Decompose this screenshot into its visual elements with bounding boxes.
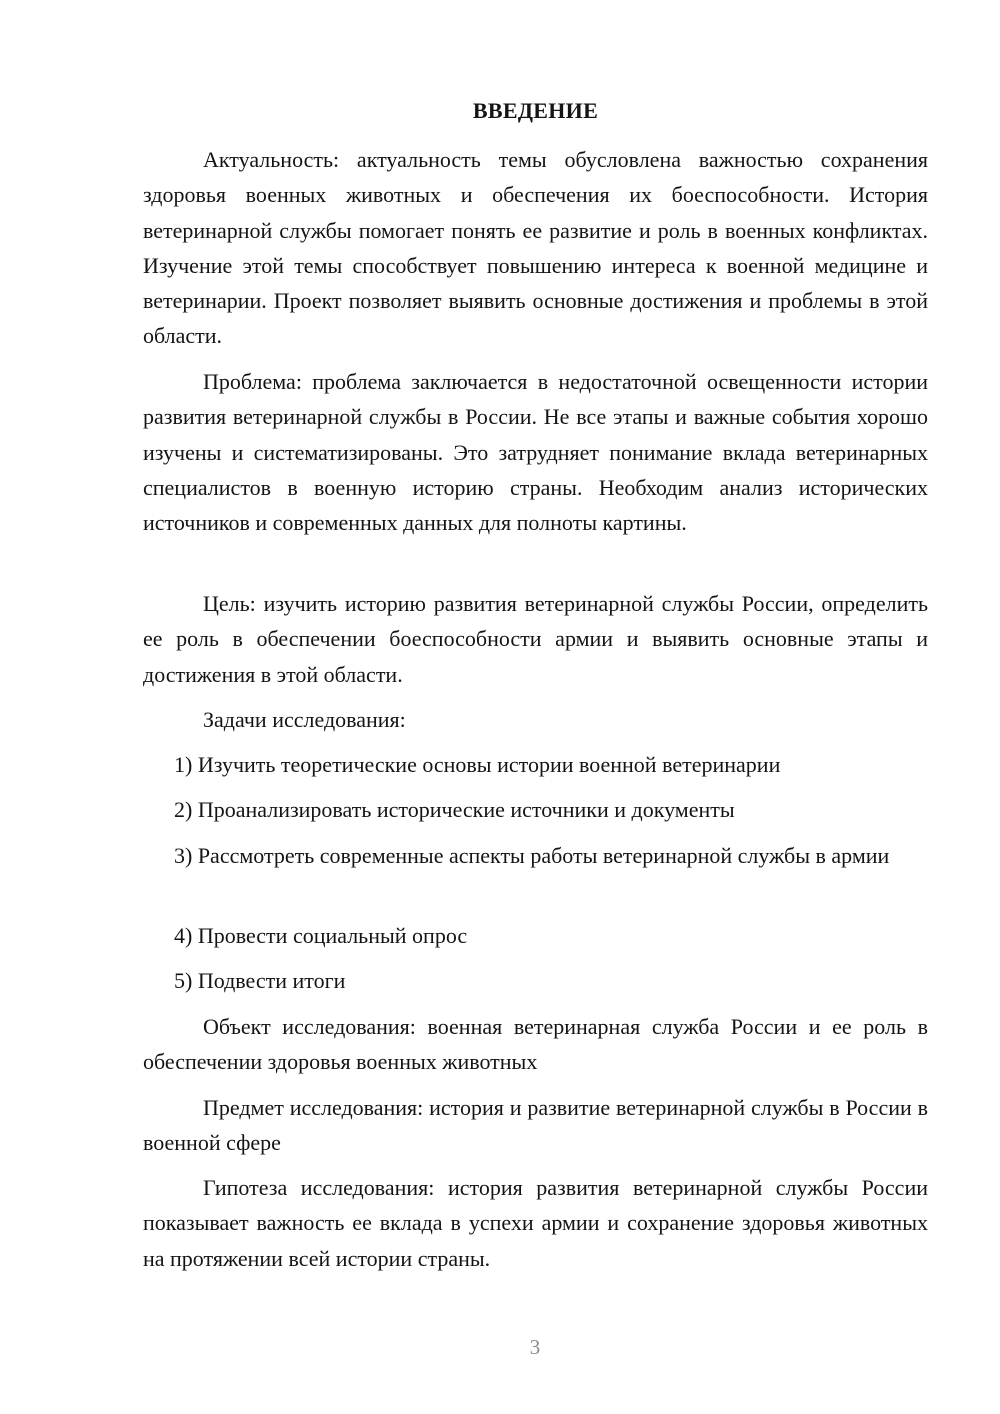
page-number: 3 xyxy=(529,1335,541,1359)
paragraph-subject: Предмет исследования: история и развитие ветеринарной службы в России в военной сфере xyxy=(143,1095,928,1156)
tasks-title: Задачи исследования: xyxy=(203,707,406,732)
task-item-4: 4) Провести социальный опрос xyxy=(174,923,468,948)
task-item-3: 3) Рассмотреть современные аспекты работы ветеринарной службы в армии xyxy=(174,843,890,868)
task-item-5: 5) Подвести итоги xyxy=(174,968,346,993)
page-heading: ВВЕДЕНИЕ xyxy=(472,98,599,123)
paragraph-object: Объект исследования: военная ветеринарная служба России и ее роль в обеспечении здоровья военных животных xyxy=(143,1014,928,1075)
paragraph-relevance: Актуальность: актуальность темы обусловлена важностью сохранения здоровья военных животных и обеспечения их боеспособности. История ветеринарной службы помогает понять ее развитие и роль в военных конфликтах. Изучение этой темы способствует повышению интереса к военной медицине и ветеринарии. Проект позволяет выявить основные достижения и проблемы в этой области. xyxy=(143,147,928,349)
paragraph-goal: Цель: изучить историю развития ветеринарной службы России, определить ее роль в обеспечении боеспособности армии и выявить основные этапы и достижения в этой области. xyxy=(143,591,928,687)
paragraph-hypothesis: Гипотеза исследования: история развития ветеринарной службы России показывает важность ее вклада в успехи армии и сохранение здоровья животных на протяжении всей истории страны. xyxy=(143,1175,928,1271)
paragraph-problem: Проблема: проблема заключается в недостаточной освещенности истории развития ветеринарной службы в России. Не все этапы и важные события хорошо изучены и систематизированы. Это затрудняет понимание вклада ветеринарных специалистов в военную историю страны. Необходим анализ исторических источников и современных данных для полноты картины. xyxy=(143,369,928,536)
task-item-1: 1) Изучить теоретические основы истории военной ветеринарии xyxy=(174,752,781,777)
task-item-2: 2) Проанализировать исторические источники и документы xyxy=(174,797,735,822)
